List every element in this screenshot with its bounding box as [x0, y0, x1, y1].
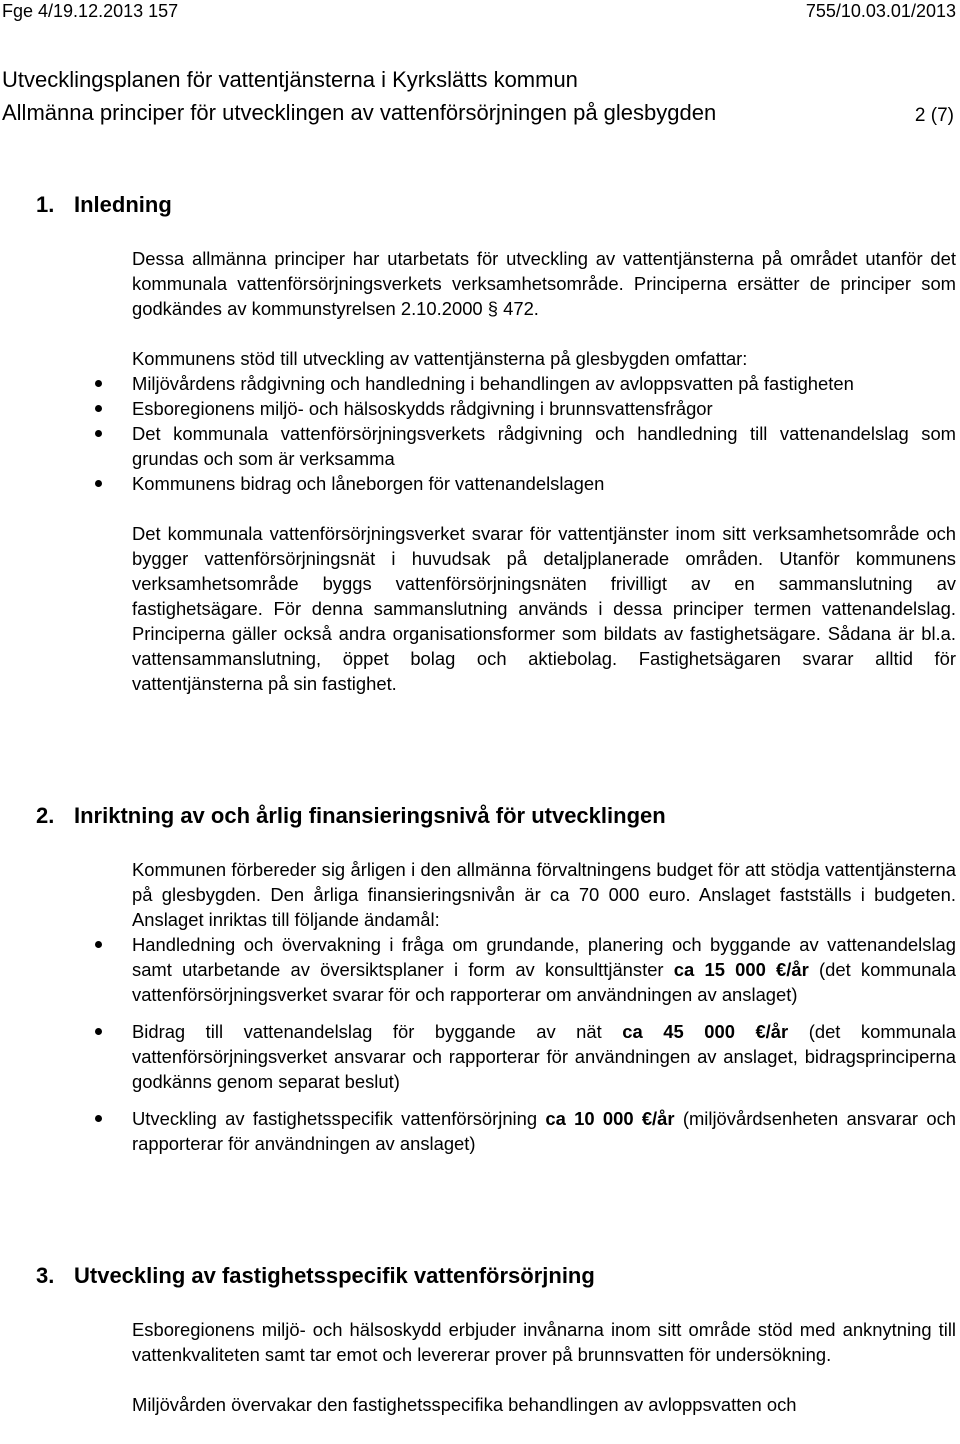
- section-2-paragraph-1: Kommunen förbereder sig årligen i den allmänna förvaltningens budget för att stödja vattentjänsterna på glesbygden. Den årliga finansieringsnivån är ca 70 000 euro. Anslaget fastställs i budgeten. Anslaget inriktas till följande ändamål:: [132, 859, 956, 930]
- amount-text: ca 10 000 €/år: [545, 1108, 675, 1129]
- bullet-icon: [95, 1028, 102, 1035]
- section-3-heading: [36, 1262, 595, 1290]
- section-2-body: [132, 857, 956, 1156]
- section-3-paragraph-1: Esboregionens miljö- och hälsoskydd erbjuder invånarna inom sitt område stöd med anknytning till vattenkvaliteten samt tar emot och levererar prover på brunnsvatten för undersökning.: [132, 1319, 956, 1365]
- list-item: Bidrag till vattenandelslag för byggande av nät ca 45 000 €/år (det kommunala vattenförsörjningsverket ansvarar och rapporterar för användningen av anslaget, bidragsprinciperna godkänns genom separat beslut): [60, 1019, 956, 1094]
- header-reference-left: Fge 4/19.12.2013 157: [2, 1, 179, 21]
- bullet-icon: [95, 1115, 102, 1122]
- section-1-body: [132, 246, 956, 696]
- list-item: Esboregionens miljö- och hälsoskydds rådgivning i brunnsvattensfrågor: [60, 396, 956, 421]
- section-3-body: [132, 1317, 956, 1417]
- section-2-heading: [36, 802, 666, 830]
- section-3-paragraph-2: Miljövården övervakar den fastighetsspecifika behandlingen av avloppsvatten och: [132, 1394, 797, 1415]
- amount-text: ca 45 000 €/år: [622, 1021, 789, 1042]
- list-item: Kommunens bidrag och låneborgen för vattenandelslagen: [60, 471, 956, 496]
- bullet-icon: [95, 941, 102, 948]
- section-2-title: Inriktning av och årlig finansieringsnivå för utvecklingen: [74, 803, 666, 828]
- document-subtitle: Allmänna principer för utvecklingen av vattenförsörjningen på glesbygden: [2, 100, 717, 125]
- list-item: Miljövårdens rådgivning och handledning i behandlingen av avloppsvatten på fastigheten: [60, 371, 956, 396]
- bullet-icon: [95, 380, 102, 387]
- section-1-paragraph-3: Det kommunala vattenförsörjningsverket svarar för vattentjänster inom sitt verksamhetsområde och bygger vattenförsörjningsnät i huvudsak på detaljplanerade områden. Utanför kommunens verksamhetsområde byggs vattenförsörjningsnäten frivilligt av en sammanslutning av fastighetsägare. För denna sammanslutning används i dessa principer termen vattenandelslag. Principerna gäller också andra organisationsformer som bildats av fastighetsägare. Sådana är bl.a. vattensammanslutning, öppet bolag och aktiebolag. Fastighetsägaren svarar alltid för vattentjänsterna på sin fastighet.: [132, 523, 956, 694]
- section-3-title: Utveckling av fastighetsspecifik vattenförsörjning: [74, 1263, 595, 1288]
- section-2-bullet-list: [60, 932, 956, 1156]
- page-number: 2 (7): [914, 105, 954, 126]
- list-item: Det kommunala vattenförsörjningsverkets rådgivning och handledning till vattenandelslag som grundas och som är verksamma: [60, 421, 956, 471]
- amount-text: ca 15 000 €/år: [673, 959, 809, 980]
- section-1-bullet-list: [60, 371, 956, 496]
- bullet-icon: [95, 430, 102, 437]
- list-item: Handledning och övervakning i fråga om grundande, planering och byggande av vattenandelslag samt utarbetande av översiktsplaner i form av konsulttjänster ca 15 000 €/år (det kommunala vattenförsörjningsverket svarar för och rapporterar om användningen av anslaget): [60, 932, 956, 1007]
- section-1-paragraph-2-intro: Kommunens stöd till utveckling av vattentjänsterna på glesbygden omfattar:: [132, 348, 748, 369]
- section-1-title: Inledning: [74, 192, 172, 217]
- section-3-number: 3.: [36, 1263, 55, 1288]
- bullet-icon: [95, 405, 102, 412]
- header-reference-right: 755/10.03.01/2013: [805, 1, 956, 21]
- section-1-heading: [36, 191, 172, 219]
- bullet-icon: [95, 480, 102, 487]
- document-title: Utvecklingsplanen för vattentjänsterna i Kyrkslätts kommun: [2, 67, 578, 92]
- list-item: Utveckling av fastighetsspecifik vattenförsörjning ca 10 000 €/år (miljövårdsenheten ansvarar och rapporterar för användningen av anslaget): [60, 1106, 956, 1156]
- section-1-paragraph-1: Dessa allmänna principer har utarbetats för utveckling av vattentjänsterna på området utanför det kommunala vattenförsörjningsverkets verksamhetsområde. Principerna ersätter de principer som godkändes av kommunstyrelsen 2.10.2000 § 472.: [132, 248, 956, 319]
- section-1-number: 1.: [36, 192, 55, 217]
- section-2-number: 2.: [36, 803, 55, 828]
